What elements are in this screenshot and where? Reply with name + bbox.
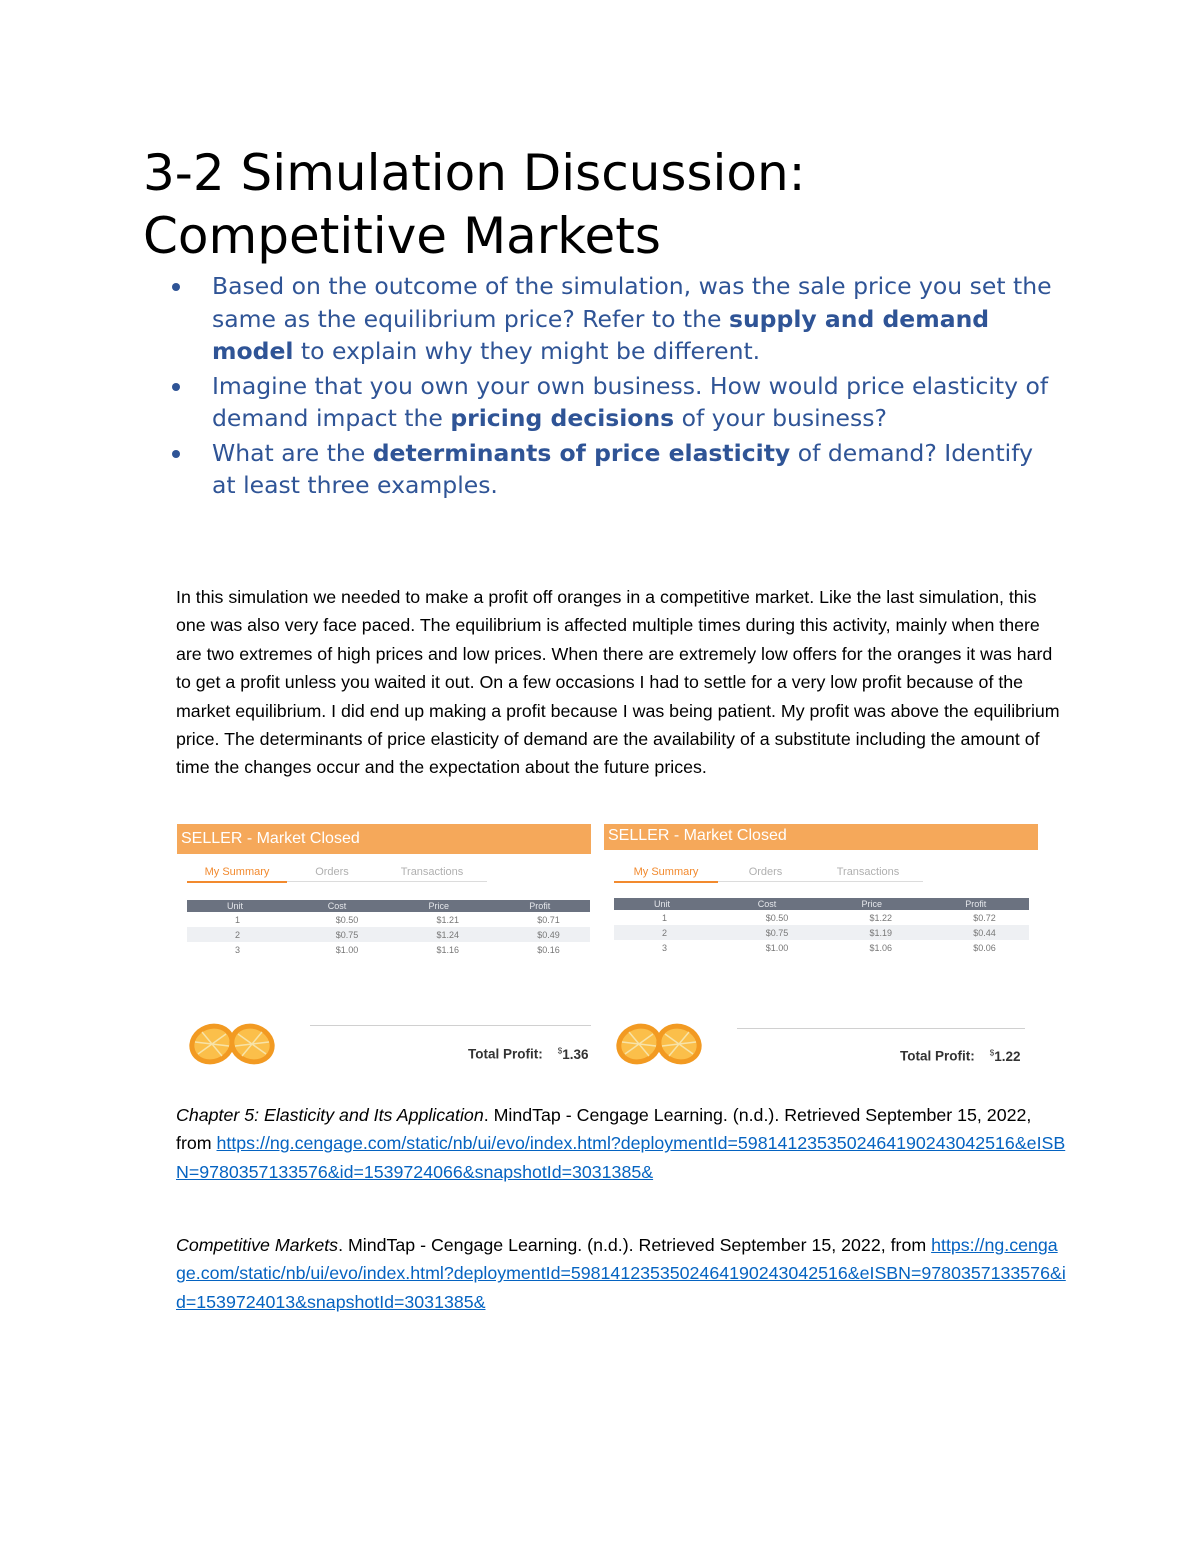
prompt-item: What are the determinants of price elasticity of demand? Identify at least three examples. bbox=[172, 437, 1052, 502]
bullet-icon bbox=[172, 450, 180, 458]
reference-entry: Competitive Markets. MindTap - Cengage Learning. (n.d.). Retrieved September 15, 2022, from https://ng.cengage.com/static/nb/ui/evo/index.html?deploymentId=5981412353502464190243042516&eISBN=9780357133576&id=1539724013&snapshotId=3031385& bbox=[176, 1235, 1066, 1312]
seller-summary-screenshot bbox=[604, 824, 1038, 1079]
bullet-icon bbox=[172, 383, 180, 391]
reference-link[interactable]: https://ng.cengage.com/static/nb/ui/evo/index.html?deploymentId=5981412353502464190243042516&eISBN=9780357133576&id=1539724013&snapshotId=3031385& bbox=[176, 1235, 1066, 1312]
seller-summary-screenshot bbox=[177, 824, 591, 1079]
tab-transactions[interactable]: Transactions bbox=[377, 866, 487, 882]
table-row: 2 $0.75 $1.24 $0.49 bbox=[187, 927, 590, 942]
table-row: 1 $0.50 $1.22 $0.72 bbox=[662, 912, 996, 923]
discussion-prompts bbox=[172, 270, 1052, 504]
reference-link[interactable]: https://ng.cengage.com/static/nb/ui/evo/index.html?deploymentId=5981412353502464190243042516&eISBN=9780357133576&id=1539724066&snapshotId=3031385& bbox=[176, 1133, 1066, 1182]
column-header: Cost bbox=[718, 898, 822, 910]
column-header: Profit bbox=[489, 900, 590, 912]
total-profit: Total Profit: $1.36 bbox=[468, 1046, 589, 1062]
column-header: Cost bbox=[288, 900, 389, 912]
column-header: Price bbox=[389, 900, 490, 912]
table-row: 2 $0.75 $1.19 $0.44 bbox=[614, 925, 1029, 940]
table-row: 3 $1.00 $1.16 $0.16 bbox=[235, 944, 560, 955]
column-header: Unit bbox=[187, 900, 288, 912]
divider bbox=[737, 1028, 1025, 1029]
tab-transactions[interactable]: Transactions bbox=[813, 866, 923, 882]
seller-header: SELLER - Market Closed bbox=[604, 824, 1038, 850]
column-header: Profit bbox=[925, 898, 1029, 910]
divider bbox=[310, 1025, 591, 1026]
total-profit: Total Profit: $1.22 bbox=[900, 1048, 1021, 1064]
summary-table bbox=[614, 898, 1029, 955]
tab-orders[interactable]: Orders bbox=[718, 866, 813, 882]
prompt-item: Based on the outcome of the simulation, was the sale price you set the same as the equilibrium price? Refer to the supply and demand model to explain why they might be different. bbox=[172, 270, 1052, 368]
tab-my-summary[interactable]: My Summary bbox=[614, 866, 718, 883]
orange-icon bbox=[187, 1020, 279, 1066]
prompt-item: Imagine that you own your own business. How would price elasticity of demand impact the pricing decisions of your business? bbox=[172, 370, 1052, 435]
tab-my-summary[interactable]: My Summary bbox=[187, 866, 287, 883]
tab-orders[interactable]: Orders bbox=[287, 866, 377, 882]
summary-table bbox=[187, 900, 590, 957]
bullet-icon bbox=[172, 283, 180, 291]
orange-icon bbox=[614, 1020, 706, 1066]
response-paragraph: In this simulation we needed to make a profit off oranges in a competitive market. Like the last simulation, this one was also very face paced. The equilibrium is affected multiple times during this activity, mainly when there are two extremes of high prices and low prices. When there are extremely low offers for the oranges it was hard to get a profit unless you waited it out. On a few occasions I had to settle for a very low profit because of the market equilibrium. I did end up making a profit because I was being patient. My profit was above the equilibrium price. The determinants of price elasticity of demand are the availability of a substitute including the amount of time the changes occur and the expectation about the future prices. bbox=[176, 587, 1060, 778]
page-title: 3-2 Simulation Discussion: Competitive Markets bbox=[143, 144, 806, 265]
table-row: 1 $0.50 $1.21 $0.71 bbox=[235, 914, 560, 925]
seller-header: SELLER - Market Closed bbox=[177, 824, 591, 854]
column-header: Unit bbox=[614, 898, 718, 910]
table-row: 3 $1.00 $1.06 $0.06 bbox=[662, 942, 996, 953]
column-header: Price bbox=[822, 898, 926, 910]
reference-entry: Chapter 5: Elasticity and Its Application. MindTap - Cengage Learning. (n.d.). Retrieved September 15, 2022, from https://ng.cengage.com/static/nb/ui/evo/index.html?deploymentId=5981412353502464190243042516&eISBN=9780357133576&id=1539724066&snapshotId=3031385& bbox=[176, 1105, 1066, 1182]
